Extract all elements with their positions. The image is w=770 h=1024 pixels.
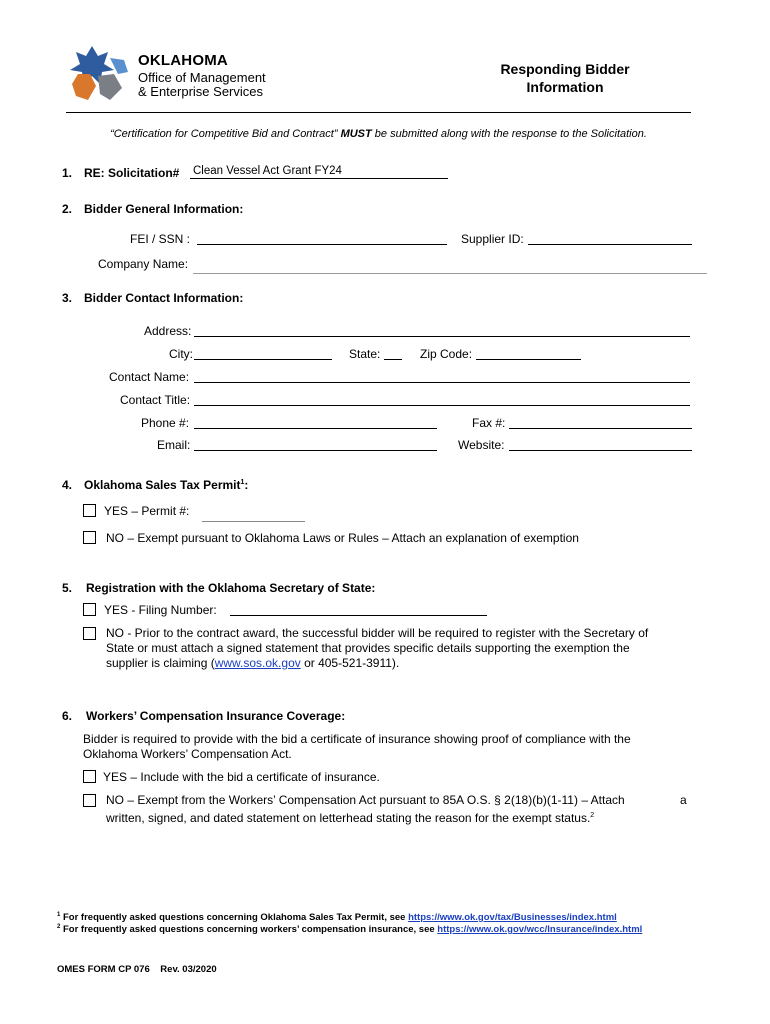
wcc-faq-link[interactable]: https://www.ok.gov/wcc/Insurance/index.html <box>437 924 643 936</box>
form-number: OMES FORM CP 076 Rev. 03/2020 <box>57 964 217 975</box>
header-divider <box>66 112 691 113</box>
website-field[interactable] <box>509 438 692 451</box>
phone-field[interactable] <box>194 416 437 429</box>
state-label: State: <box>349 347 381 361</box>
fei-ssn-field[interactable] <box>197 232 447 245</box>
section-3-title: Bidder Contact Information: <box>84 291 244 305</box>
tax-faq-link[interactable]: https://www.ok.gov/tax/Businesses/index.html <box>408 912 617 924</box>
section-4-number: 4. <box>62 478 73 492</box>
section-6-number: 6. <box>62 709 73 723</box>
sos-yes-checkbox[interactable] <box>83 603 96 616</box>
sales-tax-yes-checkbox[interactable] <box>83 504 96 517</box>
star-logo-icon <box>70 46 128 100</box>
company-name-label: Company Name: <box>98 257 189 271</box>
section-5-number: 5. <box>62 581 73 595</box>
footnote-1-ref: 1 <box>240 479 245 486</box>
zip-code-field[interactable] <box>476 347 581 360</box>
filing-number-field[interactable] <box>230 603 487 616</box>
workers-comp-yes-label: YES – Include with the bid a certificate of insurance. <box>103 770 380 784</box>
workers-comp-description: Bidder is required to provide with the bid a certificate of insurance showing proof of compliance with the Oklahoma Workers’ Compensation Act. <box>83 732 631 761</box>
fax-field[interactable] <box>509 416 692 429</box>
section-5-title: Registration with the Oklahoma Secretary of State: <box>86 581 376 595</box>
submission-notice: “Certification for Competitive Bid and Contract” MUST be submitted along with the response to the Solicitation. <box>110 128 647 140</box>
solicitation-value: Clean Vessel Act Grant FY24 <box>193 165 342 177</box>
contact-name-field[interactable] <box>194 370 690 383</box>
footnote-2: $^2$ For frequently asked questions concerning workers’ compensation insurance, see https://www.ok.gov/wcc/Insurance/index.html <box>57 924 643 936</box>
state-field[interactable] <box>384 347 402 360</box>
workers-comp-no-text: NO – Exempt from the Workers’ Compensation Act pursuant to 85A O.S. § 2(18)(b)(1-11) – Attach written, signed, and dated statement on letterhead stating the reason for the exempt status.$^2$ <box>106 793 625 825</box>
sos-no-checkbox[interactable] <box>83 627 96 640</box>
sos-yes-label: YES - Filing Number: <box>104 603 217 617</box>
email-field[interactable] <box>194 438 437 451</box>
workers-comp-yes-checkbox[interactable] <box>83 770 96 783</box>
sales-tax-permit-field[interactable] <box>202 509 305 522</box>
email-label: Email: <box>157 438 191 452</box>
solicitation-field[interactable] <box>190 166 448 179</box>
zip-code-label: Zip Code: <box>420 347 473 361</box>
footnote-2-ref: 2 <box>590 812 595 819</box>
contact-title-label: Contact Title: <box>120 393 191 407</box>
contact-name-label: Contact Name: <box>109 370 190 384</box>
city-label: City: <box>169 347 193 361</box>
supplier-id-field[interactable] <box>528 232 692 245</box>
logo-title: OKLAHOMA <box>138 52 228 69</box>
footnote-1: $^1$ For frequently asked questions concerning Oklahoma Sales Tax Permit, see https://www.ok.gov/tax/Businesses/index.html <box>57 912 617 924</box>
website-label: Website: <box>458 438 505 452</box>
address-field[interactable] <box>194 324 690 337</box>
address-label: Address: <box>144 324 192 338</box>
fax-label: Fax #: <box>472 416 506 430</box>
section-1-number: 1. <box>62 166 73 180</box>
logo-subtitle-2: & Enterprise Services <box>138 84 263 99</box>
sales-tax-yes-label: YES – Permit #: <box>104 504 190 518</box>
contact-title-field[interactable] <box>194 393 690 406</box>
section-4-title: Oklahoma Sales Tax Permit$^1$: <box>84 478 249 492</box>
sos-website-link[interactable]: www.sos.ok.gov <box>214 656 301 670</box>
form-title-line1: Responding Bidder <box>500 61 630 77</box>
sales-tax-no-checkbox[interactable] <box>83 531 96 544</box>
section-2-number: 2. <box>62 202 73 216</box>
sos-no-text: NO - Prior to the contract award, the successful bidder will be required to register with the Secretary of State or must attach a signed statement that provides specific details supporting the exemption the supplier is claiming (www.sos.ok.gov or 405-521-3911). <box>106 626 649 670</box>
section-2-title: Bidder General Information: <box>84 202 244 216</box>
logo-subtitle: Office of Management <box>138 70 266 85</box>
city-field[interactable] <box>194 347 332 360</box>
supplier-id-label: Supplier ID: <box>461 232 524 246</box>
workers-comp-no-trailing: a <box>680 793 687 807</box>
fei-ssn-label: FEI / SSN : <box>130 232 191 246</box>
section-3-number: 3. <box>62 291 73 305</box>
section-6-title: Workers’ Compensation Insurance Coverage: <box>86 709 346 723</box>
form-title <box>490 60 640 96</box>
sales-tax-no-label: NO – Exempt pursuant to Oklahoma Laws or Rules – Attach an explanation of exemption <box>106 531 579 545</box>
company-name-field[interactable] <box>193 261 707 274</box>
workers-comp-no-checkbox[interactable] <box>83 794 96 807</box>
phone-label: Phone #: <box>141 416 190 430</box>
solicitation-label: RE: Solicitation# <box>84 166 180 180</box>
form-title-line2: Information <box>526 79 604 95</box>
